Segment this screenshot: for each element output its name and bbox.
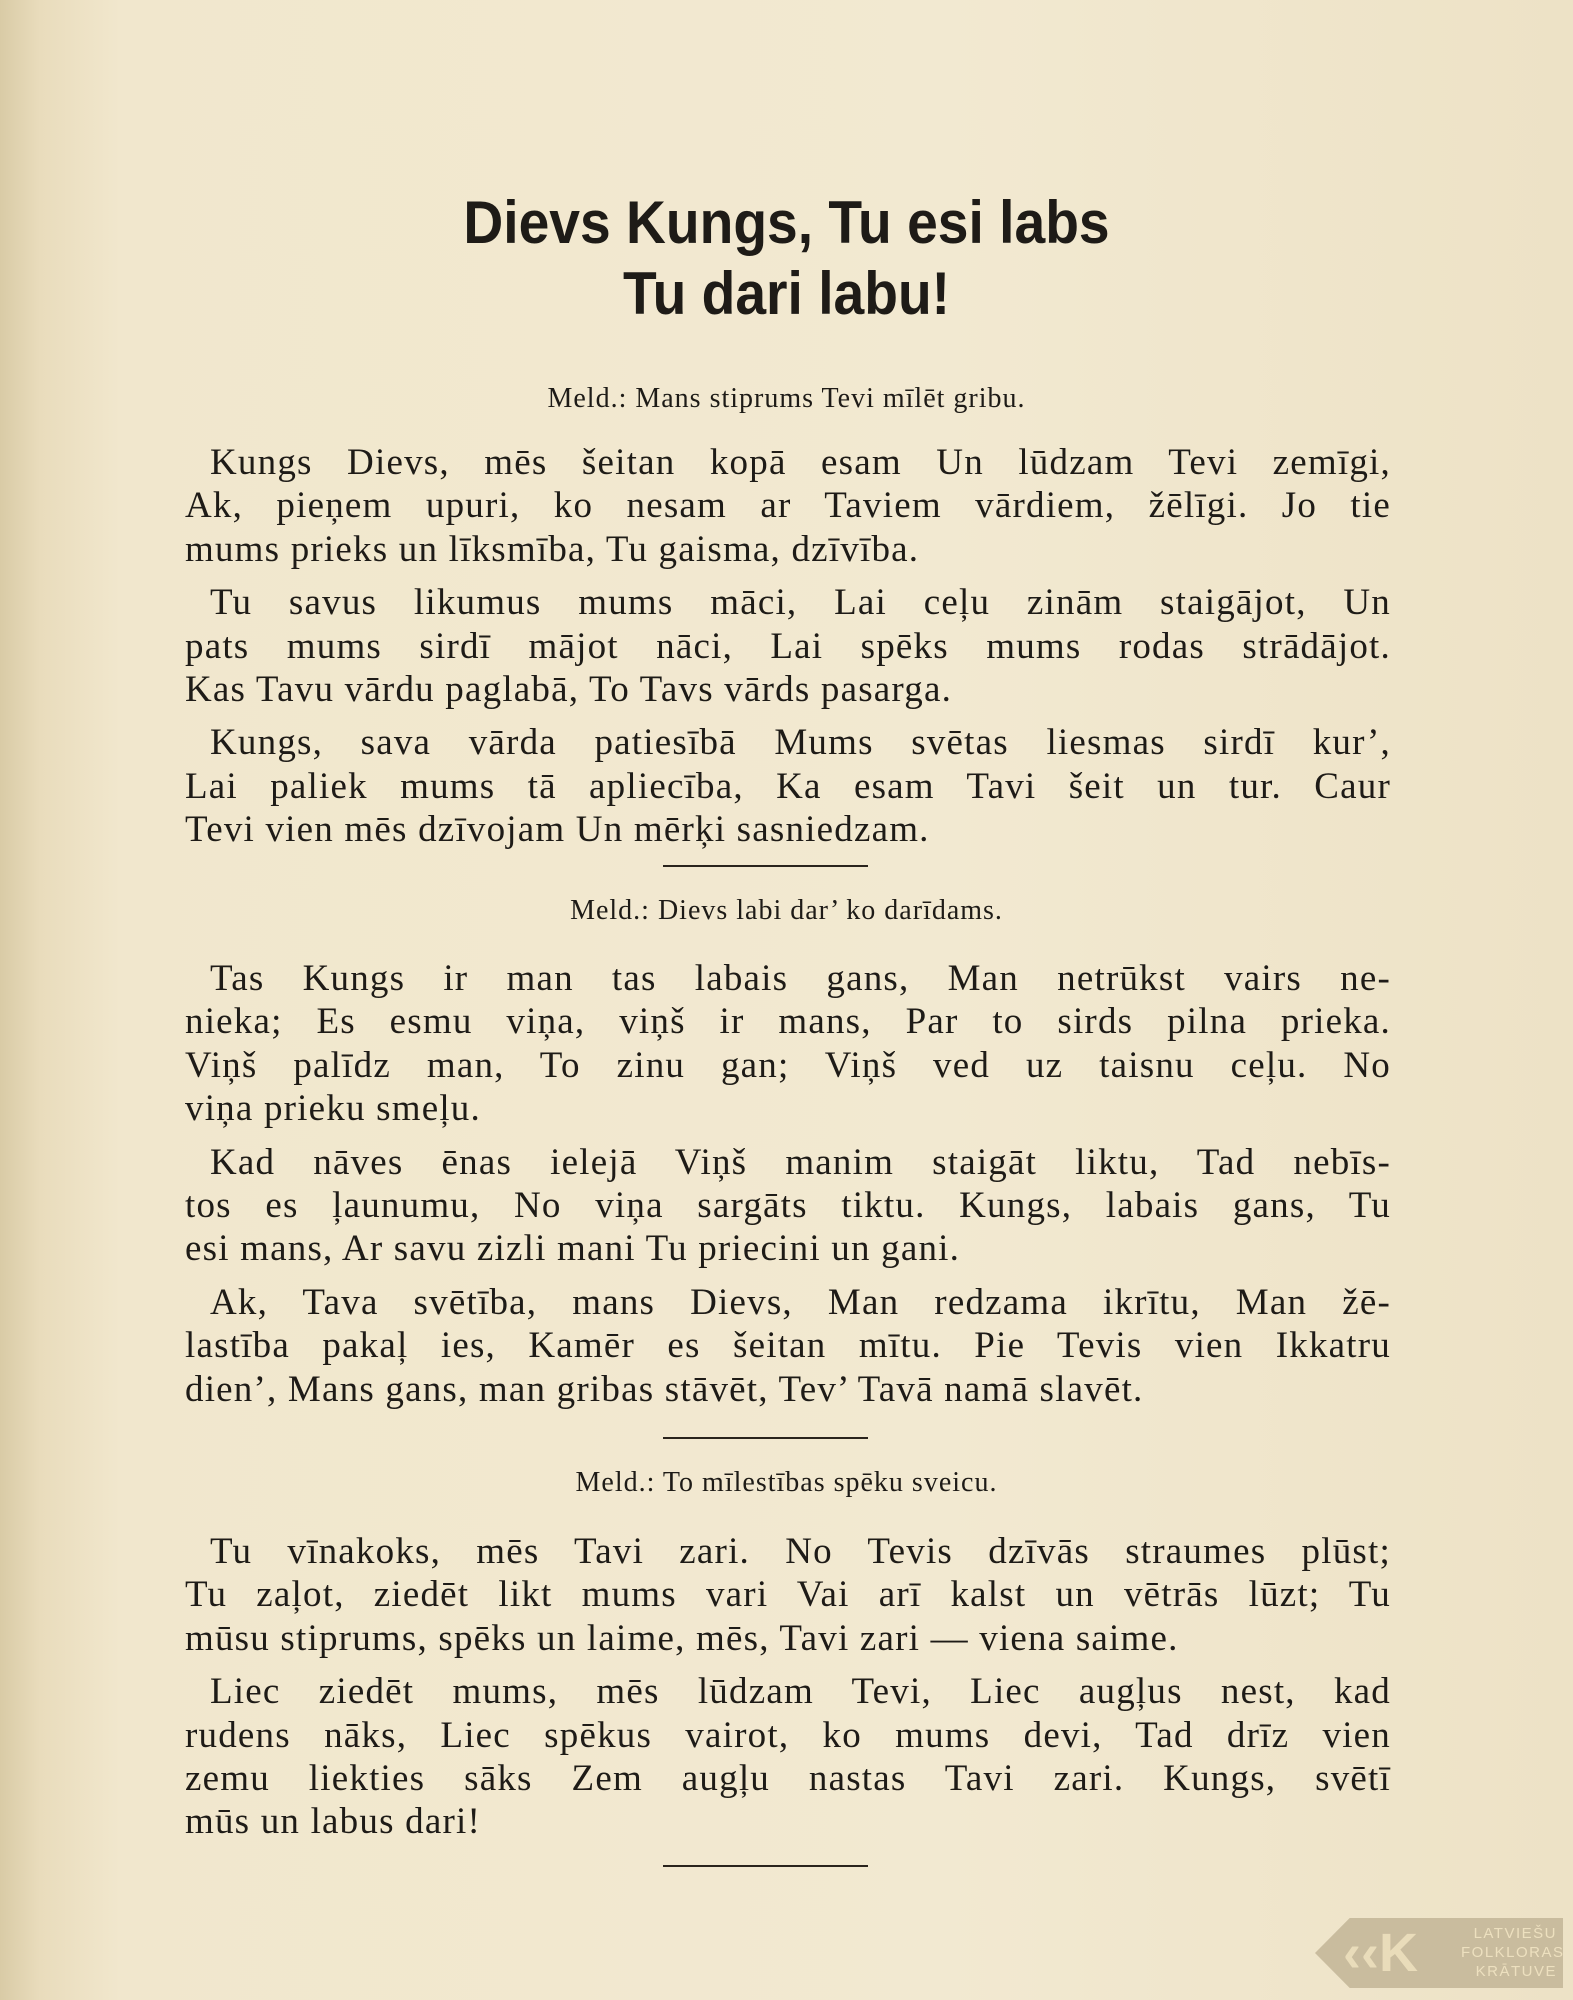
- stanza: [185, 721, 1391, 851]
- stanza: [185, 1670, 1391, 1844]
- page-title-line-2: Tu dari labu!: [622, 260, 951, 327]
- verse-line: zemu liekties sāks Zem augļu nastas Tavi zari. Kungs, svētī: [185, 1757, 1391, 1799]
- verse-line: mums prieks un līksmība, Tu gaisma, dzīvība.: [185, 528, 920, 570]
- divider: [663, 1865, 868, 1867]
- verse-line: mūsu stiprums, spēks un laime, mēs, Tavi zari — viena saime.: [185, 1617, 1179, 1659]
- verse-line: Kad nāves ēnas ielejā Viņš manim staigāt liktu, Tad nebīs-: [210, 1141, 1391, 1183]
- song-1: [185, 441, 1391, 852]
- logo-line: KRĀTUVE: [1475, 1963, 1557, 1980]
- stanza: [185, 1530, 1391, 1660]
- logo-chevron-icon: ‹‹K: [1343, 1923, 1418, 1983]
- logo-line: LATVIEŠU: [1473, 1925, 1557, 1942]
- verse-line: Ak, Tava svētība, mans Dievs, Man redzama ikrītu, Man žē-: [210, 1281, 1391, 1323]
- stanza: [185, 441, 1391, 571]
- verse-line: Lai paliek mums tā apliecība, Ka esam Tavi šeit un tur. Caur: [185, 765, 1391, 807]
- melody-line-1: Meld.: Mans stiprums Tevi mīlēt gribu.: [547, 383, 1026, 414]
- verse-line: Kungs Dievs, mēs šeitan kopā esam Un lūdzam Tevi zemīgi,: [210, 442, 1391, 483]
- stanza: [185, 1141, 1391, 1271]
- verse-line: Viņš palīdz man, To zinu gan; Viņš ved uz taisnu ceļu. No: [185, 1044, 1391, 1086]
- logo-text: [1461, 1924, 1565, 1981]
- verse-line: viņa prieku smeļu.: [185, 1088, 481, 1130]
- verse-line: Tu savus likumus mums māci, Lai ceļu zinām staigājot, Un: [210, 582, 1391, 624]
- song-3: [185, 1530, 1391, 1844]
- verse-line: dien’, Mans gans, man gribas stāvēt, Tev’ Tavā namā slavēt.: [185, 1368, 1144, 1410]
- divider: [663, 865, 868, 867]
- verse-line: pats mums sirdī mājot nāci, Lai spēks mums rodas strādājot.: [185, 625, 1391, 667]
- verse-line: Kas Tavu vārdu paglabā, To Tavs vārds pasarga.: [185, 668, 953, 710]
- verse-line: Tas Kungs ir man tas labais gans, Man netrūkst vairs ne-: [210, 958, 1391, 999]
- stanza: [185, 1281, 1391, 1411]
- verse-line: lastība pakaļ ies, Kamēr es šeitan mītu. Pie Tevis vien Ikkatru: [185, 1325, 1391, 1367]
- verse-line: esi mans, Ar savu zizli mani Tu priecini un gani.: [185, 1228, 961, 1270]
- verse-line: rudens nāks, Liec spēkus vairot, ko mums devi, Tad drīz vien: [185, 1714, 1391, 1756]
- divider: [663, 1437, 868, 1439]
- verse-line: Ak, pieņem upuri, ko nesam ar Taviem vārdiem, žēlīgi. Jo tie: [185, 485, 1391, 527]
- verse-line: Tevi vien mēs dzīvojam Un mērķi sasniedzam.: [185, 809, 930, 851]
- verse-line: Kungs, sava vārda patiesībā Mums svētas liesmas sirdī kur’,: [210, 722, 1391, 764]
- verse-line: Liec ziedēt mums, mēs lūdzam Tevi, Liec augļus nest, kad: [210, 1671, 1391, 1713]
- verse-line: tos es ļaunumu, No viņa sargāts tiktu. Kungs, labais gans, Tu: [185, 1184, 1391, 1226]
- song-2: [185, 957, 1391, 1411]
- logo-line: FOLKLORAS: [1461, 1944, 1565, 1961]
- archive-logo-watermark: [1315, 1918, 1563, 1988]
- melody-line-2: Meld.: Dievs labi dar’ ko darīdams.: [570, 895, 1003, 926]
- verse-line: Tu zaļot, ziedēt likt mums vari Vai arī kalst un vētrās lūzt; Tu: [185, 1574, 1391, 1616]
- page-title-line-1: Dievs Kungs, Tu esi labs: [463, 189, 1110, 256]
- stanza: [185, 581, 1391, 711]
- verse-line: Tu vīnakoks, mēs Tavi zari. No Tevis dzīvās straumes plūst;: [210, 1531, 1391, 1572]
- verse-line: mūs un labus dari!: [185, 1801, 481, 1843]
- stanza: [185, 957, 1391, 1131]
- verse-line: nieka; Es esmu viņa, viņš ir mans, Par to sirds pilna prieka.: [185, 1001, 1391, 1043]
- melody-line-3: Meld.: To mīlestības spēku sveicu.: [575, 1467, 998, 1498]
